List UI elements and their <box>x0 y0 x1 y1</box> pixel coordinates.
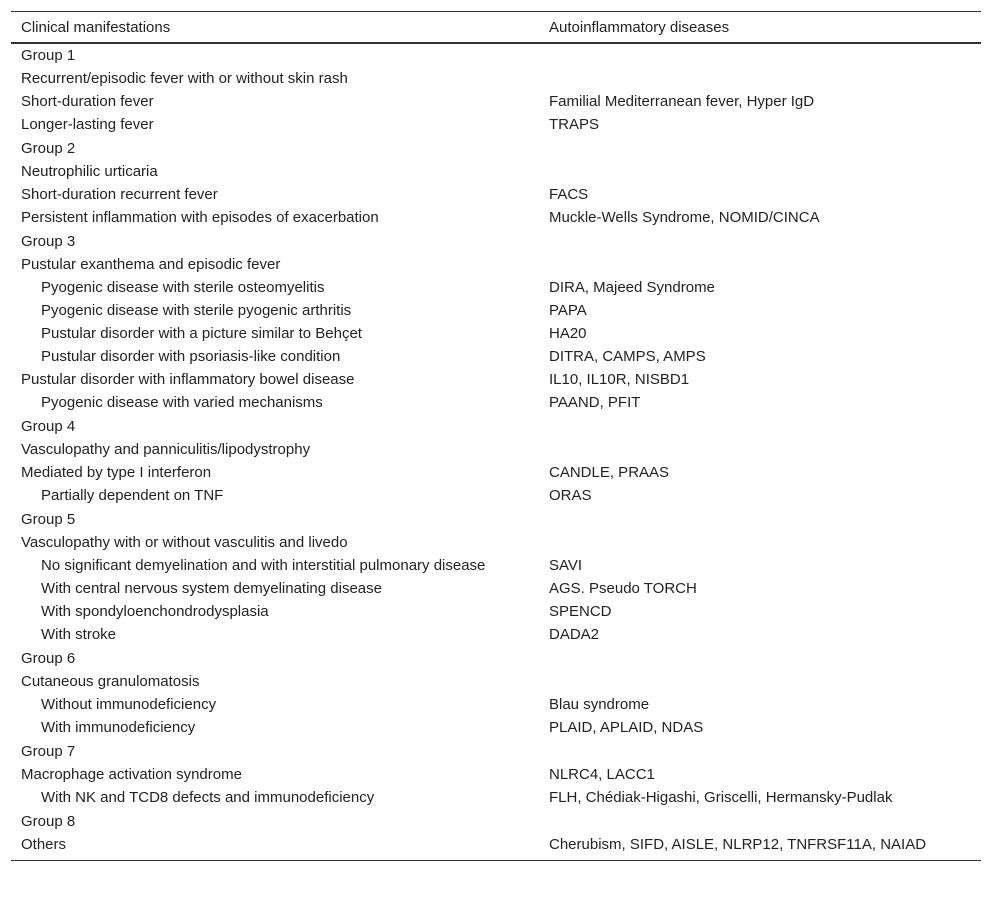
table-row <box>11 834 981 861</box>
cell-manifestation: Pustular disorder with inflammatory bowel disease <box>21 371 355 388</box>
cell-manifestation: Cutaneous granulomatosis <box>21 673 200 690</box>
cell-diseases <box>539 671 981 694</box>
manifestation-text: No significant demyelination and with interstitial pulmonary disease <box>41 557 486 574</box>
manifestation-text: Pyogenic disease with sterile pyogenic arthritis <box>41 302 352 319</box>
table-row <box>11 671 981 694</box>
cell-diseases <box>539 810 981 834</box>
cell-manifestation: Persistent inflammation with episodes of exacerbation <box>21 209 379 226</box>
cell-manifestation: Short-duration recurrent fever <box>21 186 218 203</box>
table-row <box>11 578 981 601</box>
cell-diseases <box>539 532 981 555</box>
table-row <box>11 462 981 485</box>
cell-manifestation: Group 8 <box>21 813 76 830</box>
cell-diseases <box>539 161 981 184</box>
cell-manifestation: Vasculopathy and panniculitis/lipodystrophy <box>21 441 311 458</box>
table-row <box>11 392 981 415</box>
manifestation-text: Without immunodeficiency <box>41 696 217 713</box>
manifestation-text: With stroke <box>41 626 117 643</box>
table-row <box>11 624 981 647</box>
cell-diseases <box>539 68 981 91</box>
cell-manifestation: Short-duration fever <box>21 93 154 110</box>
cell-manifestation: Group 2 <box>21 140 76 157</box>
group-row <box>11 137 981 161</box>
cell-diseases: DIRA, Majeed Syndrome <box>549 279 715 296</box>
table-row <box>11 601 981 624</box>
cell-manifestation: Longer-lasting fever <box>21 116 154 133</box>
cell-manifestation <box>11 277 539 300</box>
cell-diseases <box>539 43 981 68</box>
table-row <box>11 485 981 508</box>
table-row <box>11 346 981 369</box>
table-body <box>11 43 981 861</box>
group-row <box>11 740 981 764</box>
manifestation-text: With central nervous system demyelinating disease <box>41 580 382 597</box>
cell-manifestation <box>11 578 539 601</box>
cell-manifestation: Group 3 <box>21 233 76 250</box>
cell-manifestation <box>11 787 539 810</box>
header-autoinflammatory-diseases: Autoinflammatory diseases <box>539 12 981 44</box>
manifestation-text: Pustular disorder with a picture similar to Behçet <box>41 325 362 342</box>
group-row <box>11 508 981 532</box>
table-row <box>11 532 981 555</box>
cell-diseases: AGS. Pseudo TORCH <box>549 580 697 597</box>
cell-diseases: SAVI <box>549 557 583 574</box>
table-row <box>11 277 981 300</box>
cell-diseases: Familial Mediterranean fever, Hyper IgD <box>549 93 815 110</box>
cell-manifestation <box>11 392 539 415</box>
table-row <box>11 300 981 323</box>
table-row <box>11 114 981 137</box>
table-row <box>11 369 981 392</box>
cell-diseases: PLAID, APLAID, NDAS <box>549 719 704 736</box>
table-row <box>11 787 981 810</box>
cell-manifestation: Group 5 <box>21 511 76 528</box>
cell-manifestation: Group 7 <box>21 743 76 760</box>
table-row <box>11 91 981 114</box>
manifestation-text: Pustular disorder with psoriasis-like condition <box>41 348 341 365</box>
cell-manifestation: Group 6 <box>21 650 76 667</box>
table-row <box>11 764 981 787</box>
manifestation-text: Pyogenic disease with sterile osteomyelitis <box>41 279 325 296</box>
manifestation-text: With immunodeficiency <box>41 719 196 736</box>
cell-manifestation <box>11 300 539 323</box>
cell-diseases: DITRA, CAMPS, AMPS <box>549 348 706 365</box>
cell-diseases <box>539 439 981 462</box>
cell-manifestation: Group 1 <box>21 47 76 64</box>
cell-manifestation <box>11 485 539 508</box>
table-row <box>11 184 981 207</box>
manifestation-text: With spondyloenchondrodysplasia <box>41 603 269 620</box>
cell-manifestation: Pustular exanthema and episodic fever <box>21 256 281 273</box>
autoinflammatory-table <box>11 11 981 861</box>
cell-manifestation: Recurrent/episodic fever with or without skin rash <box>21 70 348 87</box>
cell-manifestation: Others <box>11 834 539 861</box>
cell-manifestation <box>11 624 539 647</box>
manifestation-text: With NK and TCD8 defects and immunodeficiency <box>41 789 375 806</box>
table-row <box>11 323 981 346</box>
cell-diseases: IL10, IL10R, NISBD1 <box>549 371 690 388</box>
cell-diseases: ORAS <box>549 487 592 504</box>
cell-diseases: FACS <box>549 186 589 203</box>
cell-diseases: TRAPS <box>549 116 600 133</box>
cell-diseases: PAPA <box>549 302 587 319</box>
cell-diseases: Cherubism, SIFD, AISLE, NLRP12, TNFRSF11A, NAIAD <box>539 834 981 861</box>
cell-diseases: SPENCD <box>549 603 612 620</box>
table-container <box>11 11 981 861</box>
table-row <box>11 717 981 740</box>
cell-diseases: CANDLE, PRAAS <box>549 464 670 481</box>
table-row <box>11 68 981 91</box>
manifestation-text: Pyogenic disease with varied mechanisms <box>41 394 323 411</box>
cell-diseases <box>539 415 981 439</box>
cell-diseases <box>539 230 981 254</box>
cell-diseases <box>539 740 981 764</box>
cell-manifestation <box>11 323 539 346</box>
cell-diseases: DADA2 <box>549 626 600 643</box>
group-row <box>11 415 981 439</box>
cell-diseases: HA20 <box>549 325 587 342</box>
header-row <box>11 12 981 44</box>
cell-diseases: Muckle-Wells Syndrome, NOMID/CINCA <box>549 209 820 226</box>
cell-manifestation: Mediated by type I interferon <box>21 464 212 481</box>
group-row <box>11 230 981 254</box>
cell-manifestation <box>11 346 539 369</box>
cell-manifestation <box>11 717 539 740</box>
manifestation-text: Partially dependent on TNF <box>41 487 224 504</box>
cell-manifestation <box>11 601 539 624</box>
table-header <box>11 12 981 44</box>
cell-diseases <box>539 254 981 277</box>
cell-manifestation: Macrophage activation syndrome <box>21 766 242 783</box>
cell-manifestation <box>11 555 539 578</box>
table-row <box>11 207 981 230</box>
table-row <box>11 439 981 462</box>
cell-diseases: Blau syndrome <box>549 696 650 713</box>
cell-diseases: NLRC4, LACC1 <box>549 766 655 783</box>
cell-diseases <box>539 137 981 161</box>
cell-manifestation <box>11 694 539 717</box>
group-row <box>11 43 981 68</box>
group-row <box>11 647 981 671</box>
table-row <box>11 694 981 717</box>
cell-diseases <box>539 508 981 532</box>
table-row <box>11 161 981 184</box>
cell-diseases: PAAND, PFIT <box>549 394 641 411</box>
cell-manifestation: Vasculopathy with or without vasculitis and livedo <box>21 534 348 551</box>
group-row <box>11 810 981 834</box>
cell-diseases <box>539 647 981 671</box>
cell-manifestation: Group 4 <box>21 418 76 435</box>
cell-diseases: FLH, Chédiak-Higashi, Griscelli, Hermansky-Pudlak <box>549 789 893 806</box>
cell-manifestation: Neutrophilic urticaria <box>21 163 158 180</box>
table-row <box>11 254 981 277</box>
table-row <box>11 555 981 578</box>
header-clinical-manifestations: Clinical manifestations <box>11 12 539 44</box>
